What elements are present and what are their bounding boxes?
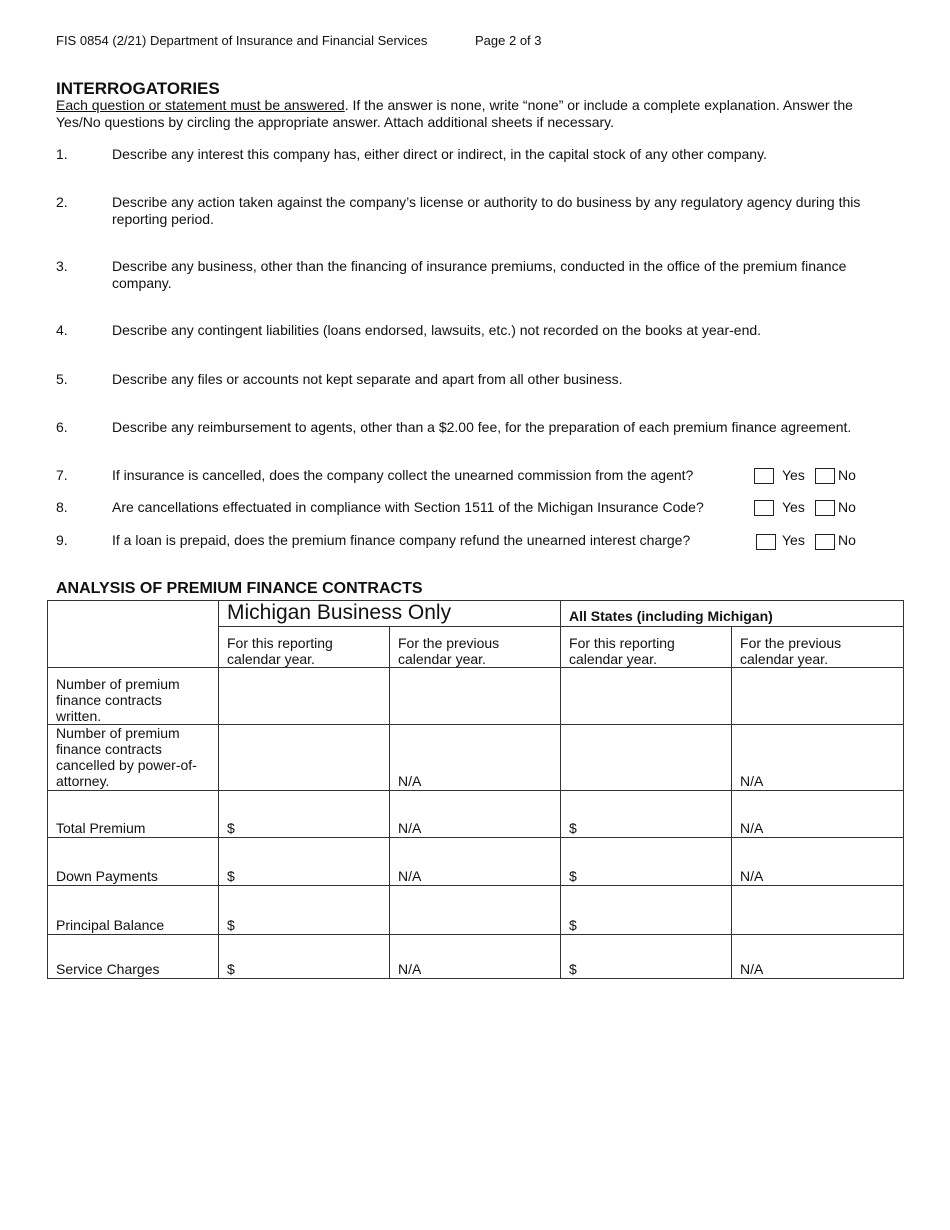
- table-cell[interactable]: [561, 725, 732, 791]
- group-michigan-header: Michigan Business Only: [219, 601, 561, 627]
- question-text: Describe any reimbursement to agents, other than a $2.00 fee, for the preparation of each premium finance agreement.: [112, 419, 852, 435]
- table-cell[interactable]: $: [561, 886, 732, 935]
- table-cell[interactable]: N/A: [390, 935, 561, 979]
- no-checkbox[interactable]: [815, 468, 835, 484]
- question-text: Describe any business, other than the financing of insurance premiums, conducted in the office of the premium finance company.: [112, 258, 847, 291]
- yes-label: Yes: [782, 467, 805, 483]
- question-text: If insurance is cancelled, does the company collect the unearned commission from the agent?: [112, 467, 694, 483]
- table-row: [48, 935, 904, 979]
- question-text: Are cancellations effectuated in compliance with Section 1511 of the Michigan Insurance Code?: [112, 499, 704, 515]
- table-cell[interactable]: $: [219, 791, 390, 838]
- instructions: [56, 97, 876, 131]
- table-cell[interactable]: [219, 725, 390, 791]
- table-cell[interactable]: $: [219, 886, 390, 935]
- question-number: 1.: [56, 146, 68, 162]
- table-cell[interactable]: N/A: [732, 791, 904, 838]
- table-cell[interactable]: [390, 886, 561, 935]
- table-row: [48, 791, 904, 838]
- row-label: Number of premium finance contracts written.: [48, 668, 219, 725]
- table-row: [48, 838, 904, 886]
- table-cell[interactable]: N/A: [732, 935, 904, 979]
- table-cell[interactable]: N/A: [390, 791, 561, 838]
- table-cell[interactable]: [732, 886, 904, 935]
- question-text: Describe any contingent liabilities (loans endorsed, lawsuits, etc.) not recorded on the books at year-end.: [112, 322, 762, 338]
- column-header: For this reporting calendar year.: [561, 627, 732, 668]
- table-cell[interactable]: $: [561, 791, 732, 838]
- yes-checkbox[interactable]: [754, 468, 774, 484]
- table-cell[interactable]: N/A: [732, 725, 904, 791]
- table-cell[interactable]: $: [561, 838, 732, 886]
- column-header: For the previous calendar year.: [732, 627, 904, 668]
- group-all-states-header: All States (including Michigan): [561, 601, 904, 627]
- row-label: Down Payments: [48, 838, 219, 886]
- question-text: Describe any action taken against the company’s license or authority to do business by any regulatory agency during this reporting period.: [112, 194, 861, 227]
- table-row: [48, 725, 904, 791]
- yes-checkbox[interactable]: [756, 534, 776, 550]
- table-cell[interactable]: N/A: [732, 838, 904, 886]
- table-cell[interactable]: [390, 668, 561, 725]
- question-number: 2.: [56, 194, 68, 210]
- instructions-emphasis: Each question or statement must be answered: [56, 97, 345, 113]
- table-cell[interactable]: $: [219, 838, 390, 886]
- question-number: 8.: [56, 499, 68, 515]
- form-id: FIS 0854 (2/21) Department of Insurance and Financial Services: [56, 33, 428, 48]
- page-number: Page 2 of 3: [475, 33, 542, 48]
- no-label: No: [838, 499, 856, 515]
- question-number: 3.: [56, 258, 68, 274]
- table-corner-cell: [48, 601, 219, 668]
- row-label: Service Charges: [48, 935, 219, 979]
- table-cell[interactable]: $: [561, 935, 732, 979]
- question-number: 5.: [56, 371, 68, 387]
- column-header: For the previous calendar year.: [390, 627, 561, 668]
- interrogatories-title: INTERROGATORIES: [56, 79, 220, 98]
- instructions-text: . If the answer is none, write “none” or include a complete explanation. Answer the Yes/No questions by circling the appropriate answer. Attach additional sheets if necessary.: [56, 97, 853, 130]
- question-text: If a loan is prepaid, does the premium finance company refund the unearned interest charge?: [112, 532, 691, 548]
- yes-label: Yes: [782, 499, 805, 515]
- row-label: Number of premium finance contracts cancelled by power-of-attorney.: [48, 725, 219, 791]
- table-cell[interactable]: [732, 668, 904, 725]
- table-row: [48, 886, 904, 935]
- question-text: Describe any files or accounts not kept separate and apart from all other business.: [112, 371, 623, 387]
- table-group-header-row: [48, 601, 904, 627]
- no-label: No: [838, 532, 856, 548]
- question-number: 6.: [56, 419, 68, 435]
- yes-checkbox[interactable]: [754, 500, 774, 516]
- yes-label: Yes: [782, 532, 805, 548]
- table-cell[interactable]: [561, 668, 732, 725]
- question-number: 7.: [56, 467, 68, 483]
- question-text: Describe any interest this company has, either direct or indirect, in the capital stock of any other company.: [112, 146, 767, 162]
- question-number: 4.: [56, 322, 68, 338]
- row-label: Total Premium: [48, 791, 219, 838]
- table-cell[interactable]: [219, 668, 390, 725]
- table-cell[interactable]: $: [219, 935, 390, 979]
- analysis-table: [47, 600, 904, 979]
- no-checkbox[interactable]: [815, 500, 835, 516]
- column-header: For this reporting calendar year.: [219, 627, 390, 668]
- table-cell[interactable]: N/A: [390, 838, 561, 886]
- no-checkbox[interactable]: [815, 534, 835, 550]
- row-label: Principal Balance: [48, 886, 219, 935]
- table-cell[interactable]: N/A: [390, 725, 561, 791]
- question-number: 9.: [56, 532, 68, 548]
- no-label: No: [838, 467, 856, 483]
- analysis-title: ANALYSIS OF PREMIUM FINANCE CONTRACTS: [56, 580, 423, 597]
- table-row: [48, 668, 904, 725]
